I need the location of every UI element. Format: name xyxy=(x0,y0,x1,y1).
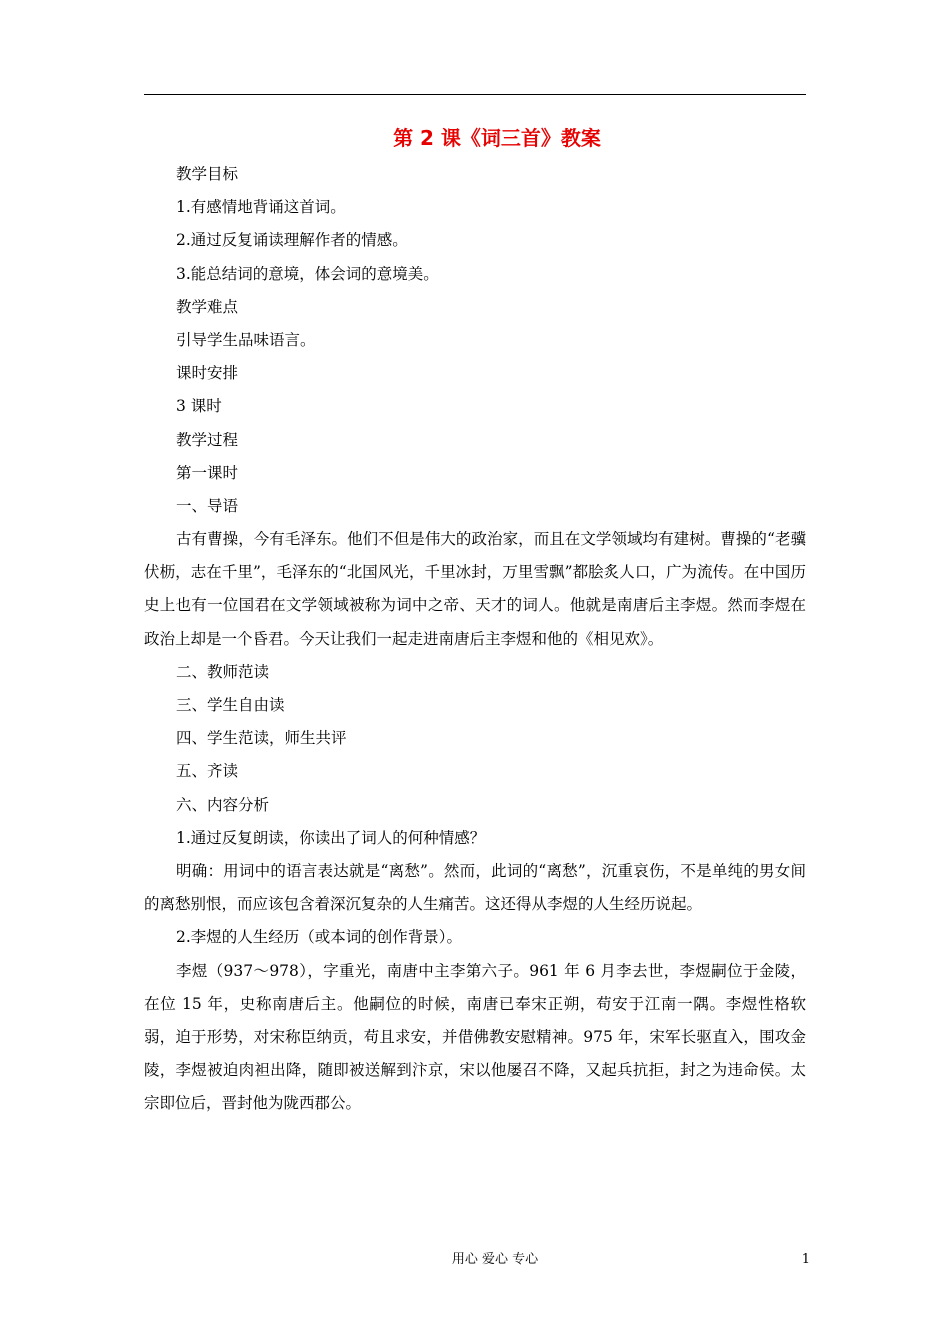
schedule-text: 3 课时 xyxy=(176,397,222,416)
analysis-question: 2.李煜的人生经历（或本词的创作背景）。 xyxy=(176,928,463,947)
footer-text: 用心 爱心 专心 xyxy=(451,1252,539,1267)
header-rule xyxy=(144,94,806,95)
step-heading-intro: 一、导语 xyxy=(176,496,239,515)
answer-paragraph: 明确：用词中的语言表达就是“离愁”。然而，此词的“离愁”，沉重哀伤，不是单纯的男女间的离愁别恨，而应该包含着深沉复杂的人生痛苦。这还得从李煜的人生经历说起。 xyxy=(144,862,806,914)
analysis-question: 1.通过反复朗读，你读出了词人的何种情感？ xyxy=(176,828,486,847)
intro-paragraph: 古有曹操，今有毛泽东。他们不但是伟大的政治家，而且在文学领域均有建树。曹操的“老骥伏枥，志在千里”，毛泽东的“北国风光，千里冰封，万里雪飘”都脍炙人口，广为流传。在中国历史上也有一位国君在文学领域被称为词中之帝、天才的词人。他就是南唐后主李煜。然而李煜在政治上却是一个昏君。今天让我们一起走进南唐后主李煜和他的《相见欢》。 xyxy=(144,530,806,648)
step-heading: 五、齐读 xyxy=(176,762,239,781)
step-heading: 三、学生自由读 xyxy=(176,696,285,715)
objective-item: 1.有感情地背诵这首词。 xyxy=(176,198,346,217)
step-heading: 六、内容分析 xyxy=(176,795,270,814)
section-heading-objectives: 教学目标 xyxy=(176,165,239,183)
document-body xyxy=(144,158,806,1121)
section-heading-process: 教学过程 xyxy=(176,430,239,449)
objective-item: 2.通过反复诵读理解作者的情感。 xyxy=(176,231,408,250)
document-title: 第 2 课《词三首》教案 xyxy=(393,126,601,150)
difficulty-text: 引导学生品味语言。 xyxy=(176,330,316,349)
step-heading: 二、教师范读 xyxy=(176,662,270,681)
objective-item: 3.能总结词的意境，体会词的意境美。 xyxy=(176,264,439,283)
lesson-period-heading: 第一课时 xyxy=(176,463,239,482)
biography-paragraph: 李煜（937～978），字重光，南唐中主李第六子。961 年 6 月李去世，李煜嗣位于金陵，在位 15 年，史称南唐后主。他嗣位的时候，南唐已奉宋正朔，苟安于江南一隅。李煜性格软弱，迫于形势，对宋称臣纳贡，苟且求安，并借佛教安慰精神。975 年，宋军长驱直入，围攻金陵，李煜被迫肉袒出降，随即被送解到汴京，宋以他屡召不降，又起兵抗拒，封之为违命侯。太宗即位后，晋封他为陇西郡公。 xyxy=(144,961,806,1113)
section-heading-schedule: 课时安排 xyxy=(176,364,239,383)
page-number: 1 xyxy=(801,1252,810,1267)
step-heading: 四、学生范读，师生共评 xyxy=(176,729,347,748)
section-heading-difficulty: 教学难点 xyxy=(176,297,239,316)
